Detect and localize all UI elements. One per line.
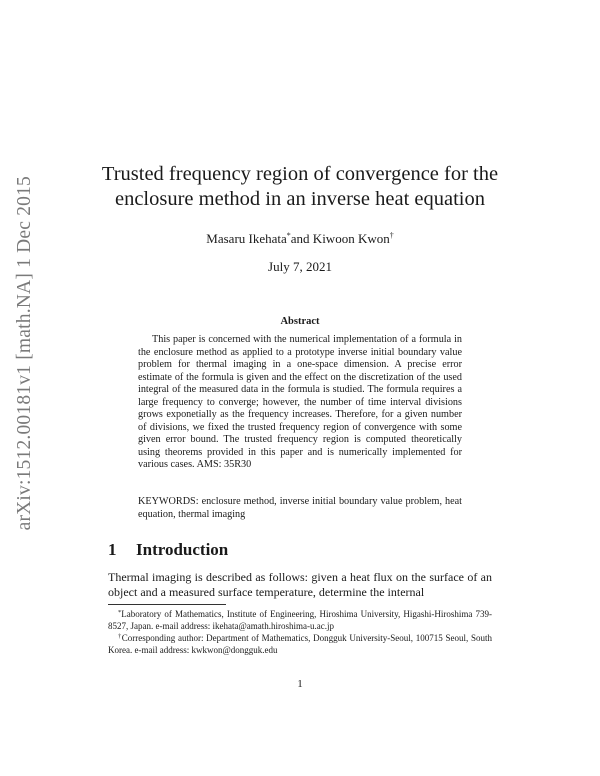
footnote-rule bbox=[108, 604, 226, 605]
footnote-1-mark: * bbox=[118, 609, 122, 616]
section-heading bbox=[108, 540, 228, 560]
footnote-2-mark: † bbox=[118, 633, 122, 640]
footnote-1 bbox=[108, 607, 492, 632]
page-number: 1 bbox=[297, 678, 303, 690]
author-1-mark: * bbox=[286, 231, 291, 240]
footnote-2 bbox=[108, 631, 492, 656]
section-number: 1 bbox=[108, 540, 117, 559]
date: July 7, 2021 bbox=[268, 259, 332, 274]
keywords: KEYWORDS: enclosure method, inverse initial boundary value problem, heat equation, thermal imaging bbox=[138, 496, 462, 520]
author-2: and Kiwoon Kwon bbox=[290, 231, 390, 246]
author-1: Masaru Ikehata bbox=[206, 231, 287, 246]
author-2-mark: † bbox=[389, 231, 394, 240]
abstract-heading: Abstract bbox=[280, 316, 320, 327]
footnote-1-text: Laboratory of Mathematics, Institute of Engineering, Hiroshima University, Higashi-Hiroshima 739-8527, Japan. e-mail address: ikehata@amath.hiroshima-u.ac.jp bbox=[108, 609, 492, 631]
authors bbox=[100, 231, 500, 247]
footnote-2-text: Corresponding author: Department of Mathematics, Dongguk University-Seoul, 100715 Seoul, South Korea. e-mail address: kwkwon@dongguk.edu bbox=[108, 633, 493, 655]
abstract-body: This paper is concerned with the numerical implementation of a formula in the enclosure method as applied to a prototype inverse initial boundary value problem for thermal imaging in a one-space dimension. A precise error estimate of the formula is given and the effect on the discretization of the used integral of the measured data in the formula is studied. The formula requires a large frequency to converge; however, the number of time interval divisions grows exponetially as the frequency increases. Therefore, for a given number of divisions, we fixed the trusted frequency region of convergence with some given error bound. The trusted frequency region is computed theoretically using theorems provided in this paper and is numerically implemented for various cases. AMS: 35R30 bbox=[138, 334, 462, 470]
paper-title: Trusted frequency region of convergence for the enclosure method in an inverse heat equation bbox=[101, 163, 499, 210]
section-title: Introduction bbox=[136, 540, 229, 559]
intro-paragraph: Thermal imaging is described as follows: given a heat flux on the surface of an object and a measured surface temperature, determine the internal bbox=[108, 570, 492, 599]
arxiv-identifier: arXiv:1512.00181v1 [math.NA] 1 Dec 2015 bbox=[14, 176, 35, 531]
